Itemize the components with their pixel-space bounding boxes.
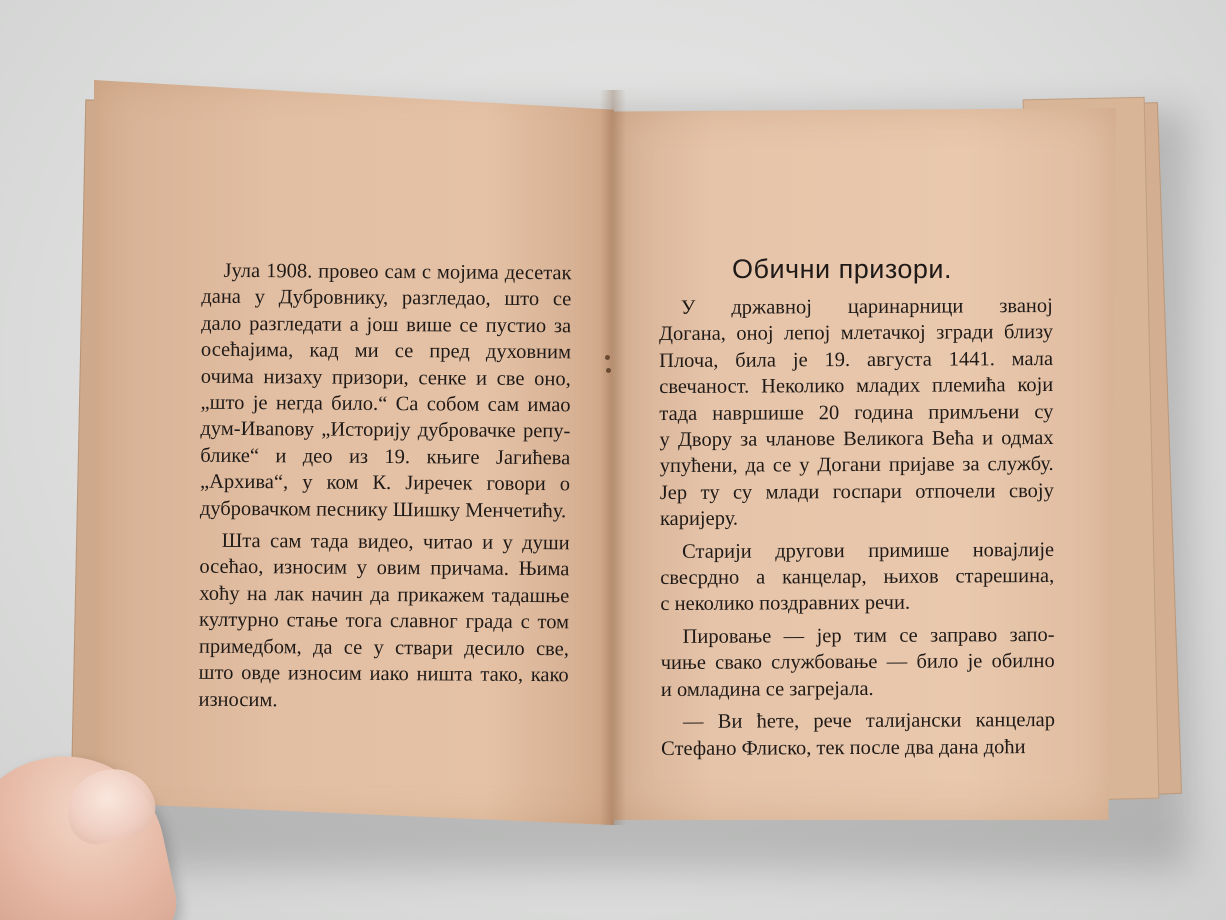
text-line: дубровачком песнику Шишку Менчетићу.	[199, 497, 567, 522]
text-line: износим.	[198, 688, 278, 711]
binding-stitch	[605, 355, 610, 360]
text-line: што овде износим иако ништа тако, како	[198, 661, 569, 687]
text-line: Старији другови примише новајлије	[682, 538, 1055, 563]
text-line: блике“ и део из 19. књиге Јагићева	[200, 444, 571, 470]
text-line: дало разгледати а још више се пустио за	[201, 312, 572, 338]
paragraph	[661, 707, 1055, 762]
text-line: с неколико поздравних речи.	[660, 592, 911, 616]
text-line: свесрдно а канцелар, њихов старешина,	[660, 565, 1055, 590]
text-line: Јер ту су млади госпари отпочели своју	[659, 479, 1054, 504]
text-line: хоћу на лак начин да прикажем тадашње	[199, 582, 570, 608]
text-line: тада навршише 20 година примљени су	[659, 400, 1054, 425]
text-line: Догана, оној лепој млетачкој згради близу	[658, 321, 1054, 346]
text-line: Шта сам тада видео, читао и у души	[221, 529, 570, 555]
text-line: осећајима, кад ми се пред духовним	[200, 338, 572, 364]
paragraph	[659, 293, 1054, 533]
text-line: свечаност. Неколико младих племића који	[659, 374, 1054, 399]
text-line: Стефано Флиско, тек после два дана доћи	[661, 735, 1026, 760]
text-line: у Двору за чланове Великога Већа и одмах	[659, 427, 1054, 452]
binding-stitch	[606, 368, 611, 373]
chapter-title: Обични призори.	[732, 254, 953, 284]
text-line: очима низаху призори, сенке и све оно,	[200, 365, 571, 390]
text-line: чиње свако службовање — било је обилно	[660, 650, 1055, 675]
text-line: културно стање тога славног града с том	[199, 608, 570, 634]
book-gutter	[600, 90, 626, 825]
text-line: — Ви ћете, рече талијански канцелар	[682, 709, 1056, 734]
text-line: дум-Ивanову „Историју дубровачке репу-	[200, 418, 571, 443]
text-line: „Архива“, у ком К. Јиречек говори о	[199, 470, 571, 496]
paragraph	[660, 622, 1054, 703]
text-line: Плоча, била је 19. августа 1441. мала	[659, 347, 1054, 372]
left-page-text	[198, 258, 571, 721]
text-line: осећао, износим у овим причама. Њима	[199, 556, 570, 581]
text-line: примедбом, да се у ствари десило све,	[198, 635, 569, 660]
paragraph	[660, 537, 1054, 618]
text-line: дана у Дубровнику, разгледао, што се	[201, 286, 572, 311]
text-line: Пировање — јер тим се заправо запо-	[682, 623, 1055, 648]
paragraph	[198, 528, 569, 715]
text-line: упућени, да се у Догани пријаве за службу.	[659, 453, 1054, 478]
text-line: и омладина се загрејала.	[660, 677, 874, 701]
text-line: У државној царинарници званој	[680, 294, 1053, 319]
text-line: каријеру.	[659, 507, 739, 531]
text-line: „што је негда било.“ Са собом сам имао	[200, 391, 571, 417]
right-page-text	[659, 293, 1055, 768]
paragraph	[200, 258, 572, 525]
text-line: Јула 1908. провео сам с мојима десетак	[223, 259, 572, 285]
